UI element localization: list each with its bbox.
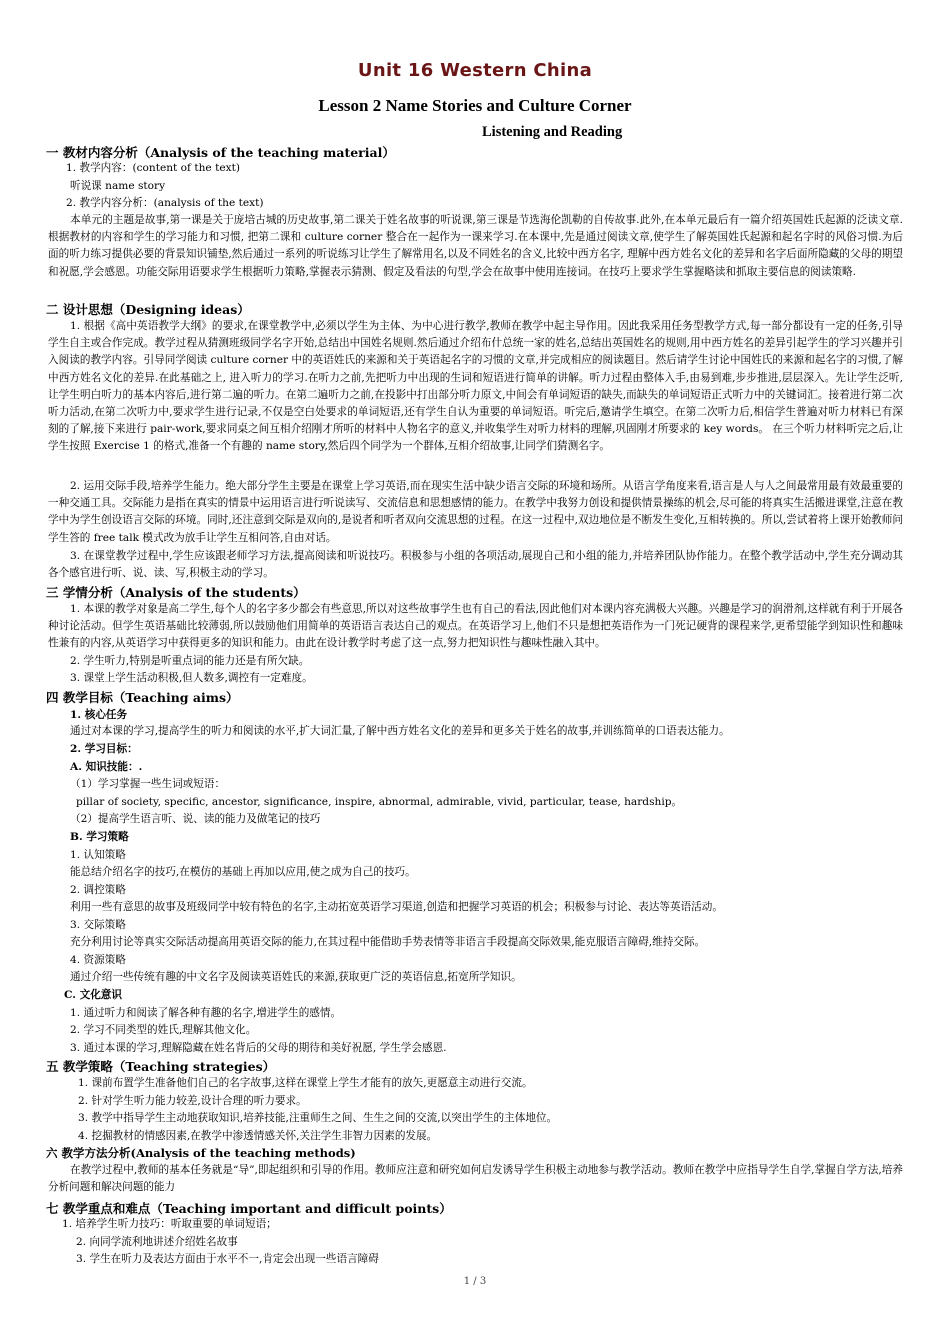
s4-culture-1: 1. 通过听力和阅读了解各种有趣的名字,增进学生的感情。 <box>70 1007 342 1019</box>
section-1-heading: 一 教材内容分析（Analysis of the teaching material） <box>46 145 395 160</box>
s4-strategy-4-text: 通过介绍一些传统有趣的中文名字及阅读英语姓氏的来源,获取更广泛的英语信息,拓宽所学知识。 <box>70 971 522 983</box>
unit-title: Unit 16 Western China <box>357 60 593 81</box>
s2-paragraph-2: 2. 运用交际手段,培养学生能力。绝大部分学生主要是在课堂上学习英语,而在现实生活中缺少语言交际的环境和场所。从语言学角度来看,语言是人与人之间最常用最有效最重要的一种交通工具。交际能力是指在真实的情景中运用语言进行听说读写、交流信息和思想感情的能力。在教学中我努力创设和提供情景操练的机会,尽可能的将真实生活搬进课堂,注意在教学中为学生创设语言交际的环境。同时,还注意到交际是双向的,是说者和听者双向交流思想的过程。在这一过程中,双边地位是不断发生变化,互相转换的。所以,尝试着将上课开始教师问学生答的 free talk 模式改为放手让学生互相问答,自由对话。 <box>48 480 903 544</box>
s1-item-1: 1. 教学内容：(content of the text) <box>66 162 240 174</box>
s7-item-2: 2. 向同学流利地讲述介绍姓名故事 <box>76 1236 238 1248</box>
lesson-title: Lesson 2 Name Stories and Culture Corner <box>318 96 632 115</box>
s1-paragraph: 本单元的主题是故事,第一课是关于庞培古城的历史故事,第二课关于姓名故事的听说课,第三课是节选海伦凯勒的自传故事.此外,在本单元最后有一篇介绍英国姓氏起源的泛读文章. 根据教材的内容和学生的学习能力和习惯, 把第二课和 culture corner 整合在一起作为一课来学习.在本课中,先是通过阅读文章,使学生了解英国姓氏起源和起名字时的风俗习惯.为后面的听力练习提供必要的背景知识铺垫,然后通过一系列的听说练习让学生了解常用名,以及不同姓名的含义,比较中西方名字, 理解中西方姓名文化的差异和名字后面所隐藏的父母的期望和祝愿,学会感恩。功能交际用语要求学生根据听力策略,掌握表示猜测、假定及看法的句型,学会在故事中使用连接词。在技巧上要求学生掌握略读和抓取主要信息的阅读策略. <box>48 214 903 278</box>
s4-vocab-intro: （1）学习掌握一些生词或短语： <box>70 778 226 790</box>
s6-paragraph: 在教学过程中,教师的基本任务就是“导”,即起组织和引导的作用。教师应注意和研究如何启发诱导学生积极主动地参与教学活动。教师在教学中应指导学生自学,掌握自学方法,培养分析问题和解决问题的能力 <box>48 1164 903 1194</box>
section-6-heading: 六 教学方法分析(Analysis of the teaching methods) <box>46 1146 356 1160</box>
section-2-heading: 二 设计思想（Designing ideas） <box>46 302 250 317</box>
s4-culture-3: 3. 通过本课的学习,理解隐藏在姓名背后的父母的期待和美好祝愿, 学生学会感恩. <box>70 1042 447 1054</box>
s4-strategy-4: 4. 资源策略 <box>70 954 126 966</box>
s4-vocab-list: pillar of society, specific, ancestor, significance, inspire, abnormal, admirable, vivid, particular, tease, hardship。 <box>76 796 683 808</box>
s7-item-3: 3. 学生在听力及表达方面由于水平不一,肯定会出现一些语言障碍 <box>76 1253 379 1265</box>
s5-item-2: 2. 针对学生听力能力较差,设计合理的听力要求。 <box>78 1095 307 1107</box>
s4-knowledge-heading: A. 知识技能：. <box>70 761 143 773</box>
section-5-heading: 五 教学策略（Teaching strategies） <box>46 1059 276 1074</box>
s4-strategy-2: 2. 调控策略 <box>70 884 126 896</box>
s5-item-3: 3. 教学中指导学生主动地获取知识,培养技能,注重师生之间、生生之间的交流,以突出学生的主体地位。 <box>78 1112 558 1124</box>
section-4-heading: 四 教学目标（Teaching aims） <box>46 690 239 705</box>
s3-paragraph-1: 1. 本课的教学对象是高二学生,每个人的名字多少都会有些意思,所以对这些故事学生也有自己的看法,因此他们对本课内容充满极大兴趣。兴趣是学习的润滑剂,这样就有利于开展各种讨论活动。但学生英语基础比较薄弱,所以鼓励他们用简单的英语语言表达自己的观点。在英语学习上,他们不只是想把英语作为一门死记硬背的课程来学,更希望能学到知识性和趣味性兼有的内容,从英语学习中获得更多的知识和能力。由此在设计教学时考虑了这一点,努力把知识性与趣味性融入其中。 <box>48 603 903 650</box>
s2-paragraph-3: 3. 在课堂教学过程中,学生应该跟老师学习方法,提高阅读和听说技巧。积极参与小组的各项活动,展现自己和小组的能力,并培养团队协作能力。在整个教学活动中,学生充分调动其各个感官进行听、说、读、写,积极主动的学习。 <box>48 550 903 580</box>
s4-core-task-heading: 1. 核心任务 <box>70 709 128 721</box>
s5-item-4: 4. 挖掘教材的情感因素,在教学中渗透情感关怀,关注学生非智力因素的发展。 <box>78 1130 438 1142</box>
s4-strategy-3-text: 充分利用讨论等真实交际活动提高用英语交际的能力,在其过程中能借助手势表情等非语言手段提高交际效果,能克服语言障碍,维持交际。 <box>70 936 706 948</box>
s4-strategy-1: 1. 认知策略 <box>70 849 126 861</box>
section-3-heading: 三 学情分析（Analysis of the students） <box>46 585 306 600</box>
s5-item-1: 1. 课前布置学生准备他们自己的名字故事,这样在课堂上学生才能有的放矢,更愿意主动进行交流。 <box>78 1077 533 1089</box>
s4-core-task-text: 通过对本课的学习,提高学生的听力和阅读的水平,扩大词汇量,了解中西方姓名文化的差异和更多关于姓名的故事,并训练简单的口语表达能力。 <box>70 725 730 737</box>
s4-skills-item: （2）提高学生语言听、说、读的能力及做笔记的技巧 <box>70 813 321 825</box>
s4-strategy-heading: B. 学习策略 <box>70 831 129 843</box>
s1-item-1-value: 听说课 name story <box>70 180 166 192</box>
s2-paragraph-1: 1. 根据《高中英语教学大纲》的要求,在课堂教学中,必须以学生为主体、为中心进行教学,教师在教学中起主导作用。因此我采用任务型教学方式,每一部分都设有一定的任务,引导学生自主或合作完成。教学过程从猜测班级同学名字开始,总结出中国姓名规则.然后通过介绍布什总统一家的姓名,总结出英国姓名的规则,用中西方姓名的差异引起学生的学习兴趣并引入阅读的教学内容。引导同学阅读 culture corner 中的英语姓氏的来源和关于英语起名字的习惯的文章,并完成相应的阅读题目。然后请学生讨论中国姓氏的来源和起名字的习惯,了解中西方姓名文化的差异.在此基础之上, 进入听力的学习.在听力之前,先把听力中出现的生词和短语进行简单的讲解。听力过程由整体入手,由易到难,步步推进,层层深入。先让学生泛听,让学生明白听力的基本内容后,进行第二遍的听力。在第二遍听力之前,在投影中打出部分听力原文,中间会有单词短语的缺失,而缺失的单词短语正式听力中的关键词汇。接着进行第二次听力活动,在第二次听力中,要求学生进行记录,不仅是空白处要求的单词短语,还有学生自认为重要的单词短语。听完后,邀请学生填空。在第二次听力后,相信学生普遍对听力材料已有深刻的了解,接下来进行 pair-work,要求同桌之间互相介绍刚才所听的材料中人物名字的意义,并收集学生对听力材料的理解,巩固刚才所要求的 key words。 在三个听力材料听完之后,让学生按照 Exercise 1 的格式,准备一个有趣的 name story,然后四个同学为一个群体,互相介绍故事,让同学们猜测名字。 <box>48 320 903 453</box>
s3-item-2: 2. 学生听力,特别是听重点词的能力还是有所欠缺。 <box>70 655 310 667</box>
s7-item-1: 1. 培养学生听力技巧：听取重要的单词短语； <box>62 1218 277 1230</box>
s4-strategy-2-text: 利用一些有意思的故事及班级同学中较有特色的名字,主动拓宽英语学习渠道,创造和把握学习英语的机会；积极参与讨论、表达等英语活动。 <box>70 901 723 913</box>
s1-item-2: 2. 教学内容分析：(analysis of the text) <box>66 197 264 209</box>
page-number: 1 / 3 <box>463 1276 487 1287</box>
s4-strategy-3: 3. 交际策略 <box>70 919 126 931</box>
s3-item-3: 3. 课堂上学生活动积极,但人数多,调控有一定难度。 <box>70 672 313 684</box>
s4-culture-2: 2. 学习不同类型的姓氏,理解其他文化。 <box>70 1024 257 1036</box>
section-7-heading: 七 教学重点和难点（Teaching important and difficult points） <box>46 1201 452 1216</box>
s4-goals-heading: 2. 学习目标： <box>70 743 138 755</box>
s4-strategy-1-text: 能总结介绍名字的技巧,在模仿的基础上再加以应用,使之成为自己的技巧。 <box>70 866 416 878</box>
s4-culture-heading: C. 文化意识 <box>64 989 122 1001</box>
section-subtitle: Listening and Reading <box>482 124 623 140</box>
